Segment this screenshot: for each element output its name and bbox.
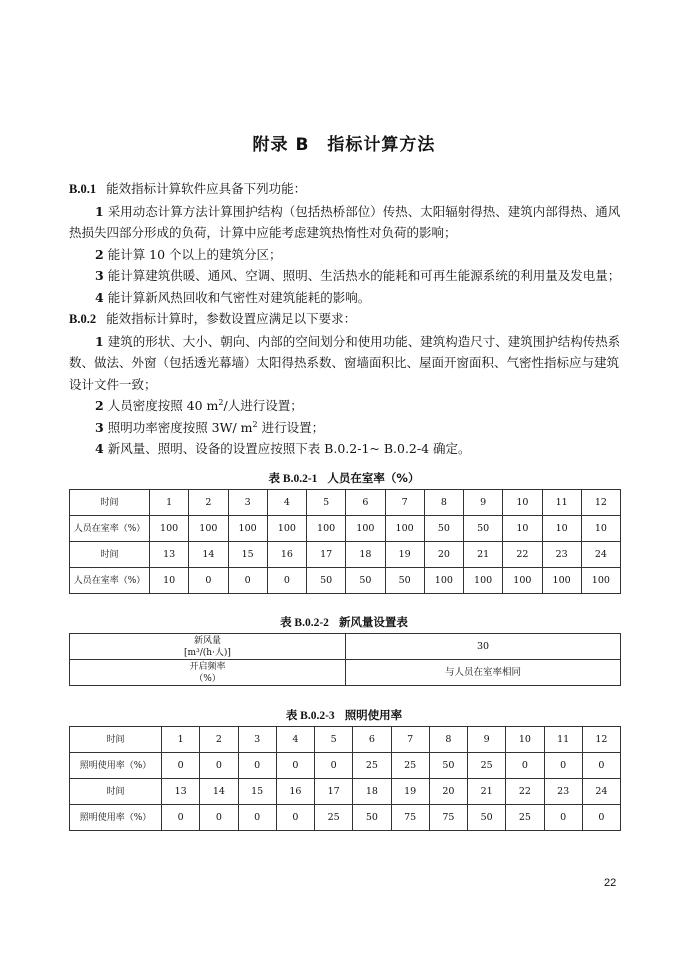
table-cell: 0 xyxy=(276,753,314,779)
table-cell: 5 xyxy=(307,490,346,516)
table-cell: 50 xyxy=(385,568,424,594)
fresh-air-table xyxy=(69,633,621,686)
lighting-table xyxy=(69,726,621,831)
table-cell: 30 xyxy=(346,634,621,660)
table-cell: 8 xyxy=(424,490,463,516)
table-cell: 10 xyxy=(542,516,581,542)
section-b02 xyxy=(69,308,621,331)
table-cell: 17 xyxy=(315,779,353,805)
item-text: 建筑的形状、大小、朝向、内部的空间划分和使用功能、建筑构造尺寸、建筑围护结构传热系数、做法、外窗（包括透光幕墙）太阳得热系数、窗墙面积比、屋面开窗面积、气密性指标应与建筑设计文件一致； xyxy=(69,333,621,392)
table-cell: 9 xyxy=(464,490,503,516)
body-text xyxy=(69,178,621,460)
section-label: B.0.2 xyxy=(69,312,97,326)
table-cell: 15 xyxy=(238,779,276,805)
table-row xyxy=(70,516,621,542)
label-line: （%） xyxy=(194,673,221,684)
table2-caption xyxy=(0,614,688,630)
table-cell: 25 xyxy=(391,753,429,779)
table-row xyxy=(70,542,621,568)
table-cell: 3 xyxy=(228,490,267,516)
item-text: 采用动态计算方法计算围护结构（包括热桥部位）传热、太阳辐射得热、建筑内部得热、通风热损失四部分形成的负荷，计算中应能考虑建筑热惰性对负荷的影响； xyxy=(69,203,621,240)
list-item xyxy=(69,287,621,309)
table-cell: 10 xyxy=(581,516,620,542)
table-cell: 50 xyxy=(468,805,506,831)
table3-caption xyxy=(0,707,688,723)
table-cell: 100 xyxy=(503,568,542,594)
table-cell: 19 xyxy=(391,779,429,805)
table-cell: 12 xyxy=(581,490,620,516)
table-cell: 2 xyxy=(189,490,228,516)
row-header: 时间 xyxy=(70,779,162,805)
item-number: 1 xyxy=(95,203,104,219)
table-cell: 10 xyxy=(506,727,544,753)
table-cell: 0 xyxy=(315,753,353,779)
row-header: 人员在室率（%） xyxy=(70,568,150,594)
table-row xyxy=(70,727,621,753)
table-cell: 18 xyxy=(353,779,391,805)
table-cell: 24 xyxy=(581,542,620,568)
item-number: 3 xyxy=(95,268,104,283)
label-line: 新风量 xyxy=(193,635,221,646)
section-text: 能效指标计算时，参数设置应满足以下要求： xyxy=(106,311,357,326)
item-text: 新风量、照明、设备的设置应按照下表 B.0.2-1~ B.0.2-4 确定。 xyxy=(107,441,471,456)
table-cell: 50 xyxy=(353,805,391,831)
table-cell: 8 xyxy=(429,727,467,753)
table-cell: 7 xyxy=(391,727,429,753)
table-row xyxy=(70,660,621,686)
table-cell: 0 xyxy=(162,753,200,779)
table-cell: 50 xyxy=(307,568,346,594)
page-number: 22 xyxy=(604,877,617,889)
table-cell: 4 xyxy=(276,727,314,753)
section-b01 xyxy=(69,178,621,201)
table-cell: 16 xyxy=(276,779,314,805)
item-text: 能计算 10 个以上的建筑分区； xyxy=(107,246,282,262)
table-cell: 20 xyxy=(424,542,463,568)
list-item xyxy=(69,417,621,439)
table-cell: 100 xyxy=(424,568,463,594)
table-cell: 0 xyxy=(200,753,238,779)
superscript: 2 xyxy=(252,419,258,429)
table-cell: 21 xyxy=(464,542,503,568)
table-cell: 17 xyxy=(307,542,346,568)
table-cell: 0 xyxy=(544,753,582,779)
item-number: 3 xyxy=(95,419,104,435)
table-cell: 22 xyxy=(506,779,544,805)
label-line: [m³/(h·人)] xyxy=(184,647,231,658)
caption-text: 照明使用率 xyxy=(344,708,403,722)
caption-number: 表 B.0.2-3 xyxy=(285,710,335,722)
item-number: 1 xyxy=(95,333,104,349)
table-cell: 0 xyxy=(582,805,620,831)
table-cell: 100 xyxy=(228,516,267,542)
table-row xyxy=(70,805,621,831)
table-cell: 23 xyxy=(542,542,581,568)
table-cell: 0 xyxy=(162,805,200,831)
table-cell: 25 xyxy=(506,805,544,831)
row-header xyxy=(70,634,346,660)
table-cell: 与人员在室率相同 xyxy=(346,660,621,686)
item-text: 进行设置； xyxy=(257,419,325,435)
table-cell: 23 xyxy=(544,779,582,805)
item-number: 4 xyxy=(95,289,104,305)
table-cell: 18 xyxy=(346,542,385,568)
table-cell: 11 xyxy=(542,490,581,516)
table-cell: 0 xyxy=(200,805,238,831)
table-cell: 0 xyxy=(228,568,267,594)
table-cell: 1 xyxy=(150,490,189,516)
caption-text: 人员在室率（%） xyxy=(327,471,420,485)
table-cell: 7 xyxy=(385,490,424,516)
table-cell: 100 xyxy=(150,516,189,542)
table-cell: 12 xyxy=(582,727,620,753)
table-cell: 50 xyxy=(429,753,467,779)
list-item xyxy=(69,201,621,244)
list-item xyxy=(69,244,621,266)
item-text: /人进行设置； xyxy=(223,398,303,413)
table-cell: 0 xyxy=(267,568,306,594)
table-cell: 100 xyxy=(346,516,385,542)
table-cell: 100 xyxy=(267,516,306,542)
table-cell: 13 xyxy=(150,542,189,568)
item-number: 2 xyxy=(95,246,104,262)
item-text: 能计算新风热回收和气密性对建筑能耗的影响。 xyxy=(107,289,371,305)
table-cell: 100 xyxy=(581,568,620,594)
table-cell: 1 xyxy=(162,727,200,753)
table-cell: 14 xyxy=(189,542,228,568)
table-cell: 0 xyxy=(189,568,228,594)
section-label: B.0.1 xyxy=(69,182,97,196)
caption-text: 新风量设置表 xyxy=(338,615,408,629)
table-cell: 10 xyxy=(503,516,542,542)
table-cell: 100 xyxy=(189,516,228,542)
table-cell: 100 xyxy=(542,568,581,594)
table-row xyxy=(70,634,621,660)
table-cell: 16 xyxy=(267,542,306,568)
table-cell: 19 xyxy=(385,542,424,568)
table-cell: 5 xyxy=(315,727,353,753)
table-cell: 10 xyxy=(503,490,542,516)
table-cell: 100 xyxy=(464,568,503,594)
table-cell: 0 xyxy=(582,753,620,779)
table-cell: 0 xyxy=(506,753,544,779)
table-cell: 24 xyxy=(582,779,620,805)
table-cell: 0 xyxy=(238,805,276,831)
table-row xyxy=(70,779,621,805)
table-cell: 14 xyxy=(200,779,238,805)
row-header: 照明使用率（%） xyxy=(70,753,162,779)
table-cell: 4 xyxy=(267,490,306,516)
row-header: 人员在室率（%） xyxy=(70,516,150,542)
table-cell: 0 xyxy=(544,805,582,831)
table-cell: 50 xyxy=(346,568,385,594)
table-cell: 25 xyxy=(315,805,353,831)
table-cell: 21 xyxy=(468,779,506,805)
table-cell: 22 xyxy=(503,542,542,568)
table-row xyxy=(70,490,621,516)
label-line: 开启频率 xyxy=(189,661,226,672)
item-text: 人员密度按照 40 m xyxy=(107,398,219,413)
table-cell: 50 xyxy=(464,516,503,542)
table-row xyxy=(70,568,621,594)
item-number: 4 xyxy=(95,441,104,456)
row-header: 时间 xyxy=(70,727,162,753)
table-cell: 0 xyxy=(238,753,276,779)
table-row xyxy=(70,753,621,779)
superscript: 2 xyxy=(218,397,224,407)
table-cell: 9 xyxy=(468,727,506,753)
table-cell: 3 xyxy=(238,727,276,753)
list-item xyxy=(69,265,621,287)
table-cell: 25 xyxy=(353,753,391,779)
row-header xyxy=(70,660,346,686)
table-cell: 100 xyxy=(385,516,424,542)
table-cell: 2 xyxy=(200,727,238,753)
list-item xyxy=(69,438,621,460)
table-cell: 0 xyxy=(276,805,314,831)
item-number: 2 xyxy=(95,398,104,413)
list-item xyxy=(69,331,621,396)
row-header: 时间 xyxy=(70,490,150,516)
table-cell: 15 xyxy=(228,542,267,568)
item-text: 照明功率密度按照 3W/ m xyxy=(107,419,253,435)
table-cell: 75 xyxy=(391,805,429,831)
table-cell: 6 xyxy=(346,490,385,516)
item-text: 能计算建筑供暖、通风、空调、照明、生活热水的能耗和可再生能源系统的利用量及发电量； xyxy=(107,268,621,283)
occupancy-table xyxy=(69,489,621,594)
table-cell: 25 xyxy=(468,753,506,779)
appendix-title: 附录 B 指标计算方法 xyxy=(252,135,436,155)
caption-number: 表 B.0.2-1 xyxy=(268,473,318,485)
row-header: 时间 xyxy=(70,542,150,568)
list-item xyxy=(69,395,621,417)
table-cell: 75 xyxy=(429,805,467,831)
table1-caption xyxy=(0,470,688,486)
table-cell: 50 xyxy=(424,516,463,542)
table-cell: 6 xyxy=(353,727,391,753)
table-cell: 13 xyxy=(162,779,200,805)
row-header: 照明使用率（%） xyxy=(70,805,162,831)
table-cell: 10 xyxy=(150,568,189,594)
table-cell: 20 xyxy=(429,779,467,805)
table-cell: 100 xyxy=(307,516,346,542)
section-text: 能效指标计算软件应具备下列功能： xyxy=(106,181,307,196)
caption-number: 表 B.0.2-2 xyxy=(280,617,329,629)
table-cell: 11 xyxy=(544,727,582,753)
